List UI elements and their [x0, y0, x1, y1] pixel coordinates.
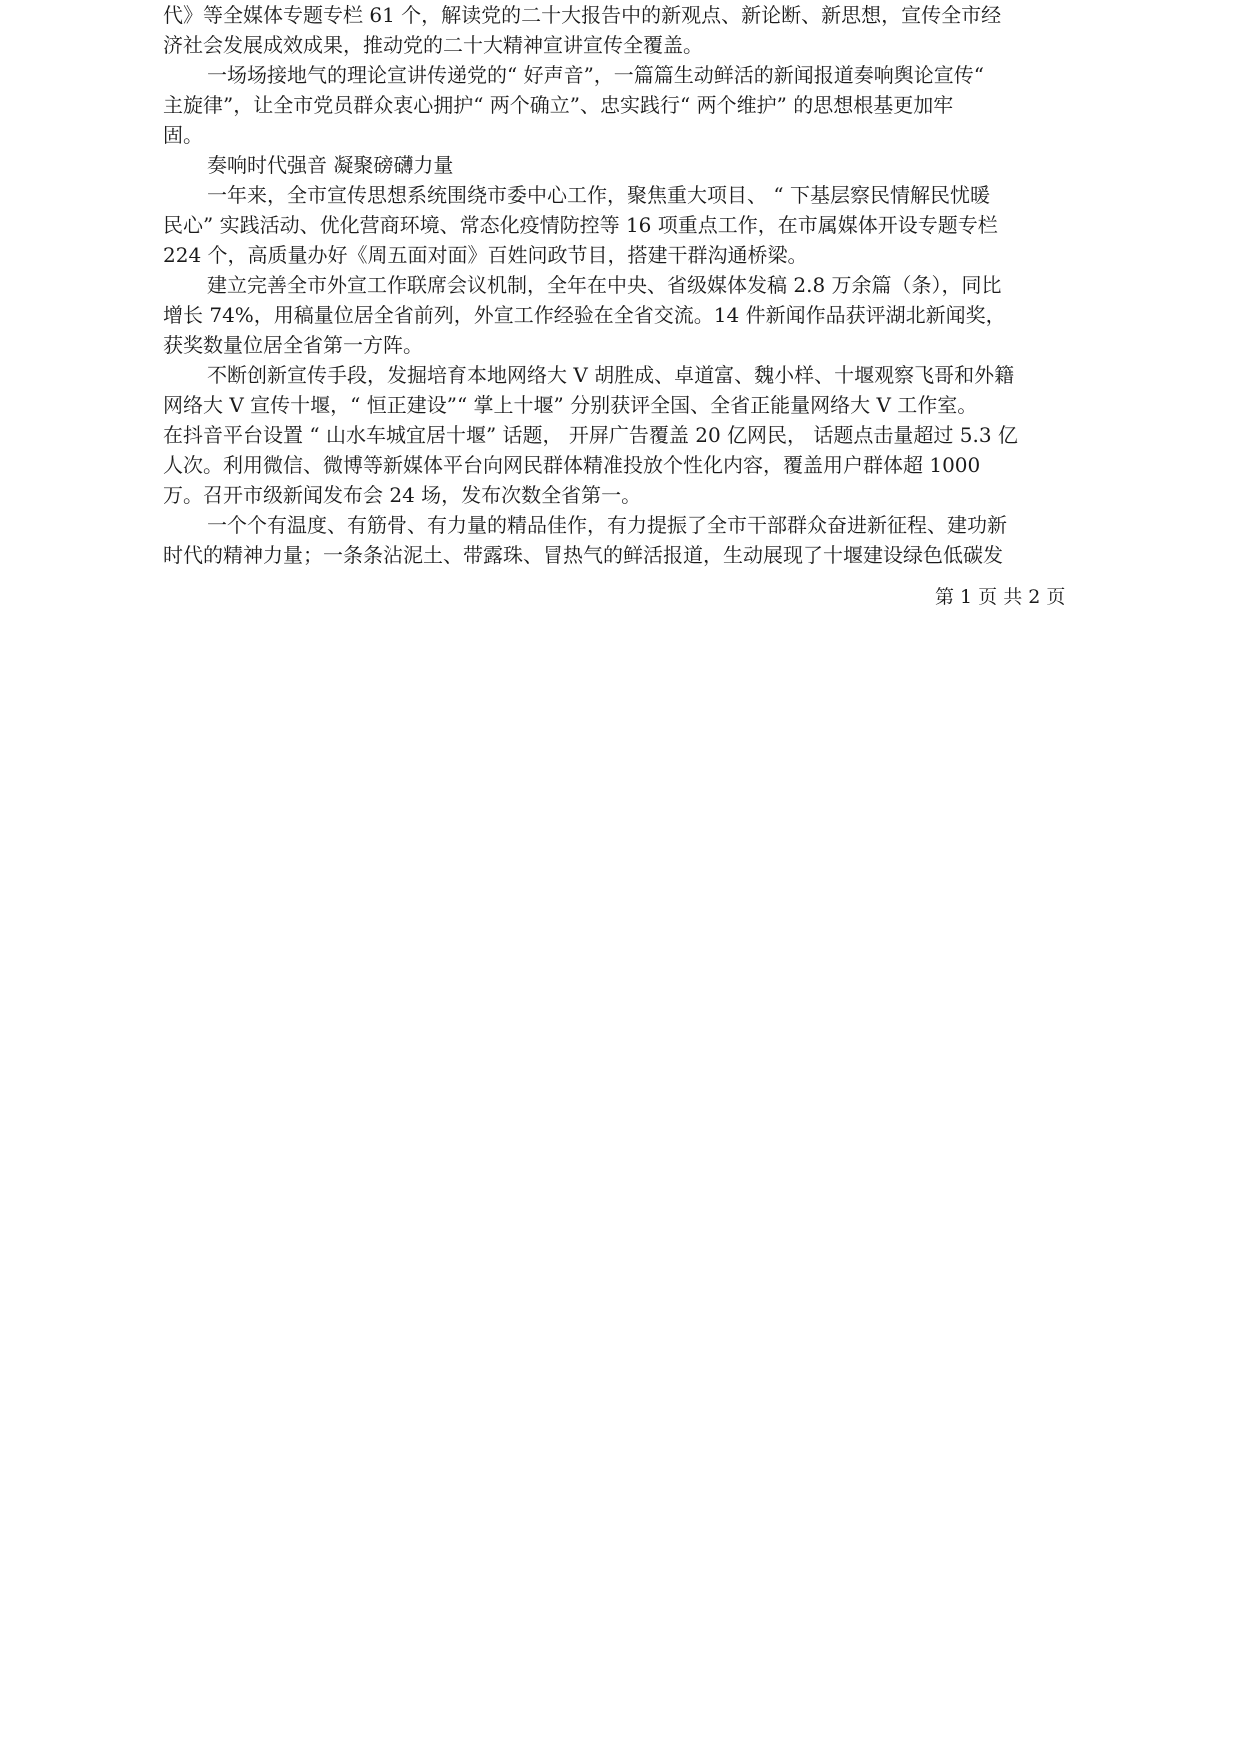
- paragraph-line: 民心” 实践活动、优化营商环境、常态化疫情防控等 16 项重点工作，在市属媒体开设专题专栏: [163, 213, 998, 237]
- paragraph-line: 在抖音平台设置 “ 山水车城宜居十堰” 话题， 开屏广告覆盖 20 亿网民， 话题点击量超过 5.3 亿: [163, 423, 1018, 447]
- paragraph-first-line: 一年来，全市宣传思想系统围绕市委中心工作，聚焦重大项目、 “ 下基层察民情解民忧暖: [207, 183, 990, 207]
- paragraph-first-line: 一个个有温度、有筋骨、有力量的精品佳作，有力提振了全市干部群众奋进新征程、建功新: [207, 513, 1007, 537]
- paragraph-first-line: 一场场接地气的理论宣讲传递党的“ 好声音”，一篇篇生动鲜活的新闻报道奏响舆论宣传“: [207, 63, 985, 87]
- paragraph-line: 济社会发展成效成果，推动党的二十大精神宣讲宣传全覆盖。: [163, 33, 703, 57]
- paragraph-line: 人次。利用微信、微博等新媒体平台向网民群体精准投放个性化内容，覆盖用户群体超 1000: [163, 453, 981, 477]
- paragraph-line: 224 个，高质量办好《周五面对面》百姓问政节目，搭建干群沟通桥梁。: [163, 243, 808, 267]
- paragraph-first-line: 不断创新宣传手段，发掘培育本地网络大 V 胡胜成、卓道富、魏小样、十堰观察飞哥和外籍: [207, 363, 1015, 387]
- document-body: [163, 0, 1093, 570]
- paragraph-first-line: 奏响时代强音 凝聚磅礴力量: [207, 153, 454, 177]
- page-number-footer: 第 1 页 共 2 页: [935, 586, 1066, 608]
- paragraph-line: 固。: [163, 123, 203, 147]
- paragraph-line: 代》等全媒体专题专栏 61 个，解读党的二十大报告中的新观点、新论断、新思想，宣传全市经: [163, 3, 1002, 27]
- paragraph-line: 主旋律”，让全市党员群众衷心拥护“ 两个确立”、忠实践行“ 两个维护” 的思想根基更加牢: [163, 93, 954, 117]
- paragraph-line: 时代的精神力量；一条条沾泥土、带露珠、冒热气的鲜活报道，生动展现了十堰建设绿色低碳发: [163, 543, 1003, 567]
- paragraph-line: 获奖数量位居全省第一方阵。: [163, 333, 423, 357]
- paragraph-line: 增长 74%，用稿量位居全省前列，外宣工作经验在全省交流。14 件新闻作品获评湖北新闻奖，: [163, 303, 1006, 327]
- paragraph-first-line: 建立完善全市外宣工作联席会议机制，全年在中央、省级媒体发稿 2.8 万余篇（条），同比: [207, 273, 1002, 297]
- paragraph-line: 网络大 V 宣传十堰，“ 恒正建设”“ 掌上十堰” 分别获评全国、全省正能量网络大 V 工作室。: [163, 393, 978, 417]
- paragraph-line: 万。召开市级新闻发布会 24 场，发布次数全省第一。: [163, 483, 642, 507]
